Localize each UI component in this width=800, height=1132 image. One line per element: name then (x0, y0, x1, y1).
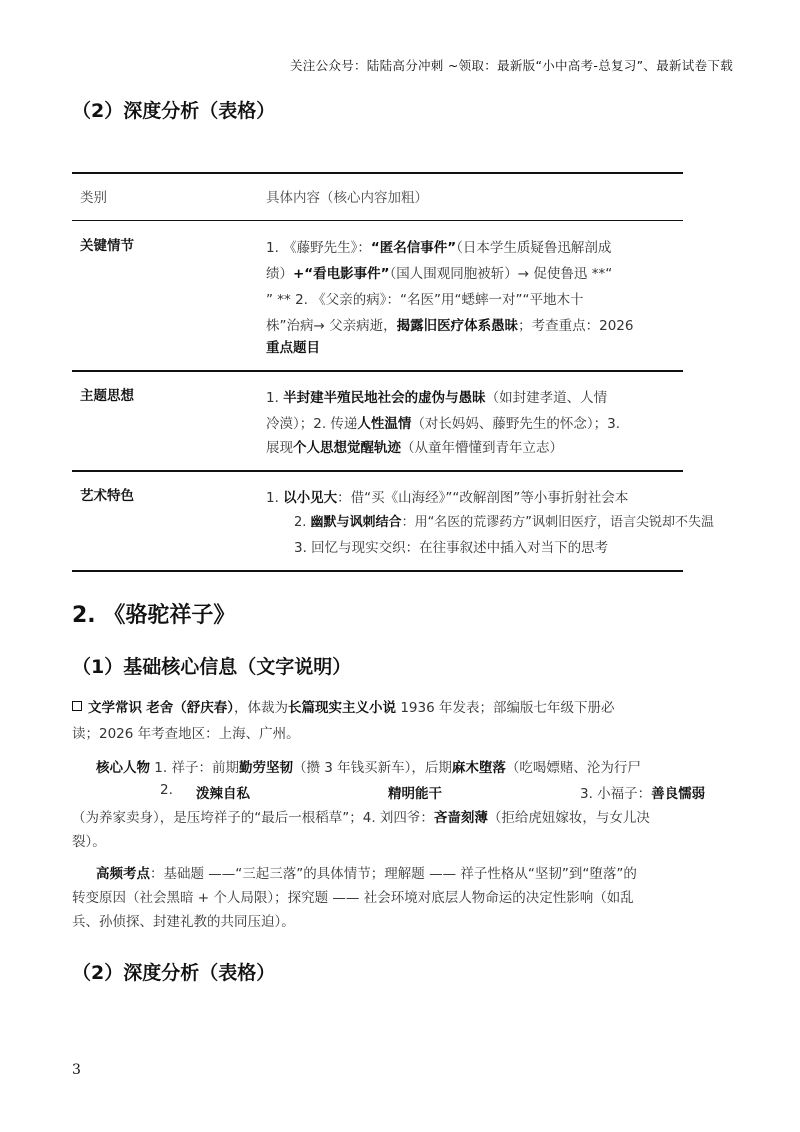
subsection-heading-table: （2）深度分析（表格） (72, 962, 276, 984)
table-cell-line: 1. 半封建半殖民地社会的虚伪与愚昧（如封建孝道、人情 (266, 390, 608, 406)
characters-line: 2. (160, 782, 173, 798)
table-row-label: 艺术特色 (80, 488, 134, 504)
table-header-category: 类别 (80, 190, 107, 206)
page-number: 3 (72, 1062, 81, 1078)
table-cell-line: 1. 以小见大：借“买《山海经》”“改解剖图”等小事折射社会本 (266, 490, 629, 506)
characters-line: （为养家卖身），是压垮祥子的“最后一根稻草”；4. 刘四爷：吝啬刻薄（拒给虎妞嫁妆，与女儿决 (72, 810, 650, 826)
section-title: 2. 《骆驼祥子》 (72, 603, 236, 628)
table-cell-line: 2. 幽默与讽刺结合：用“名医的荒谬药方”讽刺旧医疗，语言尖锐却不失温 (294, 515, 715, 530)
literary-info-line: 文学常识 老舍（舒庆春），体裁为长篇现实主义小说 1936 年发表；部编版七年级下册必 (72, 696, 615, 716)
characters-line: 3. 小福子：善良懦弱 (580, 786, 706, 802)
table-row-rule (72, 370, 683, 372)
table-cell-line: 1. 《藤野先生》：“匿名信事件”（日本学生质疑鲁迅解剖成 (266, 240, 612, 256)
header-note: 关注公众号：陆陆高分冲刺 ~领取：最新版“小中高考-总复习”、最新试卷下载 (290, 58, 734, 73)
exam-points-line: 兵、孙侦探、封建礼教的共同压迫）。 (72, 914, 295, 930)
table-row-label: 关键情节 (80, 238, 134, 254)
literary-info-line: 读；2026 年考查地区：上海、广州。 (72, 726, 300, 742)
characters-line: 泼辣自私 (196, 786, 250, 802)
section-heading-table: （2）深度分析（表格） (72, 100, 276, 122)
characters-line: 精明能干 (388, 786, 442, 802)
exam-points-line: 转变原因（社会黑暗 + 个人局限）；探究题 —— 社会环境对底层人物命运的决定性影响（如乱 (72, 890, 634, 906)
table-header-rule (72, 220, 683, 221)
table-row-label: 主题思想 (80, 388, 134, 404)
table-cell-line: ” ** 2. 《父亲的病》：“名医”用“蟋蟀一对”“平地木十 (266, 292, 584, 308)
table-header-content: 具体内容（核心内容加粗） (266, 190, 428, 206)
table-cell-line: 株”治病→ 父亲病逝，揭露旧医疗体系愚昧；考查重点：2026 (266, 318, 634, 334)
table-cell-line: 绩）+“看电影事件”（国人围观同胞被斩）→ 促使鲁迅 **“ (266, 266, 613, 282)
checkbox-bullet-icon (72, 701, 82, 711)
table-top-rule (72, 172, 683, 174)
table-cell-line: 重点题目 (266, 340, 320, 356)
table-bottom-rule (72, 570, 683, 572)
exam-points-line: 高频考点：基础题 ——“三起三落”的具体情节；理解题 —— 祥子性格从“坚韧”到“堕落”的 (96, 866, 637, 882)
characters-line: 裂）。 (72, 834, 106, 850)
table-cell-line: 展现个人思想觉醒轨迹（从童年懵懂到青年立志） (266, 440, 563, 456)
subsection-heading-basic: （1）基础核心信息（文字说明） (72, 656, 352, 678)
characters-line: 核心人物 1. 祥子：前期勤劳坚韧（攒 3 年钱买新车），后期麻木堕落（吃喝嫖赌、沦为行尸 (96, 760, 641, 776)
table-cell-line: 3. 回忆与现实交织：在往事叙述中插入对当下的思考 (294, 540, 609, 556)
table-row-rule (72, 470, 683, 472)
table-cell-line: 冷漠）；2. 传递人性温情（对长妈妈、藤野先生的怀念）；3. (266, 416, 621, 432)
